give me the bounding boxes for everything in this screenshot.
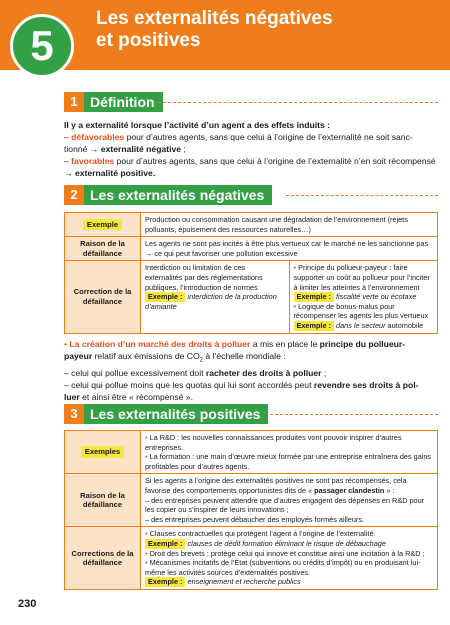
chapter-title (96, 8, 333, 52)
row-label: Exemples (65, 431, 141, 474)
row-content: • Clauses contractuelles qui protègent l’agent à l’origine de l’externalité. Exemple : clauses de dédit formation éliminant le risque de débauchage • Droit des brevets : protège celui qui innove et constitue ainsi une incitation à la R&D ; • Mécanismes incitatifs de l’État (subventions ou crédits d’impôt) ou en produisant lui-même les activités sources d’externalités positives. Exemple : enseignement et recherche publics (141, 527, 438, 590)
section-number: 3 (64, 404, 84, 424)
row-content: • La R&D : les nouvelles connaissances produites vont pouvoir inspirer d’autres entreprises. • La formation : une main d’œuvre mieux formée par une entreprise entraînera des gains profitables pour d’autres agents. (141, 431, 438, 474)
definition-line-positive-cont: → externalité positive. (64, 168, 156, 178)
pollution-rights-text: • La création d’un marché des droits à polluer a mis en place le principe du pollueur- payeur relatif aux émissions de $CO_2$ à l’échelle mondiale : – celui qui pollue excessivement doit racheter des droits à polluer ; – celui qui pollue moins que les quotas qui lui sont accordés peut revendre ses droits à pol- luer et ainsi être « récompensé ». (64, 339, 419, 402)
definition-line-negative-cont: tionné → externalité négative ; (64, 144, 186, 154)
section-divider (158, 102, 438, 103)
table-row (65, 261, 438, 333)
table-row (65, 474, 438, 527)
row-label: Raison de la défaillance (65, 474, 141, 527)
row-content: Les agents ne sont pas incités à être plus vertueux car le marché ne les sanctionne pas → ce qui peut favoriser une pollution excessive (141, 237, 438, 261)
chapter-number-badge: 5 (10, 14, 74, 78)
definition-intro: Il y a externalité lorsque l’activité d’un agent a des effets induits : (64, 120, 330, 130)
correction-incentives: • Principe du pollueur-payeur : faire supporter un coût au pollueur pour l’inciter à limiter les atteintes à l’environnement Exemple : fiscalité verte ou écotaxe • Logique de bonus-malus pour récompenser les agents les plus vertueux Exemple : dans le secteur automobile (289, 261, 438, 332)
row-label: Raison de la défaillance (65, 237, 141, 261)
section-number: 2 (64, 185, 84, 205)
row-label: Exemple (65, 213, 141, 237)
negative-externalities-table (64, 212, 438, 334)
table-row (65, 237, 438, 261)
section-divider (286, 195, 438, 196)
row-content (141, 261, 438, 333)
table-row (65, 213, 438, 237)
chapter-title-line2: et positives (96, 30, 201, 51)
definition-text (64, 119, 438, 179)
section-3-heading (64, 404, 268, 424)
row-label: Corrections de la défaillance (65, 527, 141, 590)
definition-line-positive: – favorables pour d’autres agents, sans que celui à l’origine de l’externalité n’en soit récompensé (64, 156, 436, 166)
section-title: Les externalités positives (84, 404, 268, 424)
positive-externalities-table (64, 430, 438, 590)
chapter-title-line1: Les externalités négatives (96, 8, 333, 29)
definition-line-negative: – défavorables pour d’autres agents, sans que celui à l’origine de l’externalité ne soit sanc- (64, 132, 413, 142)
section-number: 1 (64, 92, 84, 112)
section-1-heading (64, 92, 163, 112)
row-content: Production ou consommation causant une dégradation de l’environnement (rejets polluants, épuisement des ressources naturelles…) (141, 213, 438, 237)
row-content: Si les agents à l’origine des externalités positives ne sont pas récompensés, cela favorise des comportements opportunistes dits de « passager clandestin » : – des entreprises peuvent attendre que d’autres engagent des dépenses en R&D pour les copier ou s’inspirer de leurs innovations ; – des entreprises peuvent débaucher des employés formés ailleurs. (141, 474, 438, 527)
table-row (65, 527, 438, 590)
correction-regulation: Interdiction ou limitation de ces externalités par des réglementations publiques, l’introduction de normes Exemple : interdiction de la production d’amiante (145, 263, 277, 311)
section-title: Les externalités négatives (84, 185, 272, 205)
row-label: Correction de la défaillance (65, 261, 141, 333)
page-number: 230 (18, 598, 37, 610)
section-title: Définition (84, 92, 163, 112)
table-row (65, 431, 438, 474)
section-2-heading (64, 185, 272, 205)
section-divider (270, 414, 438, 415)
